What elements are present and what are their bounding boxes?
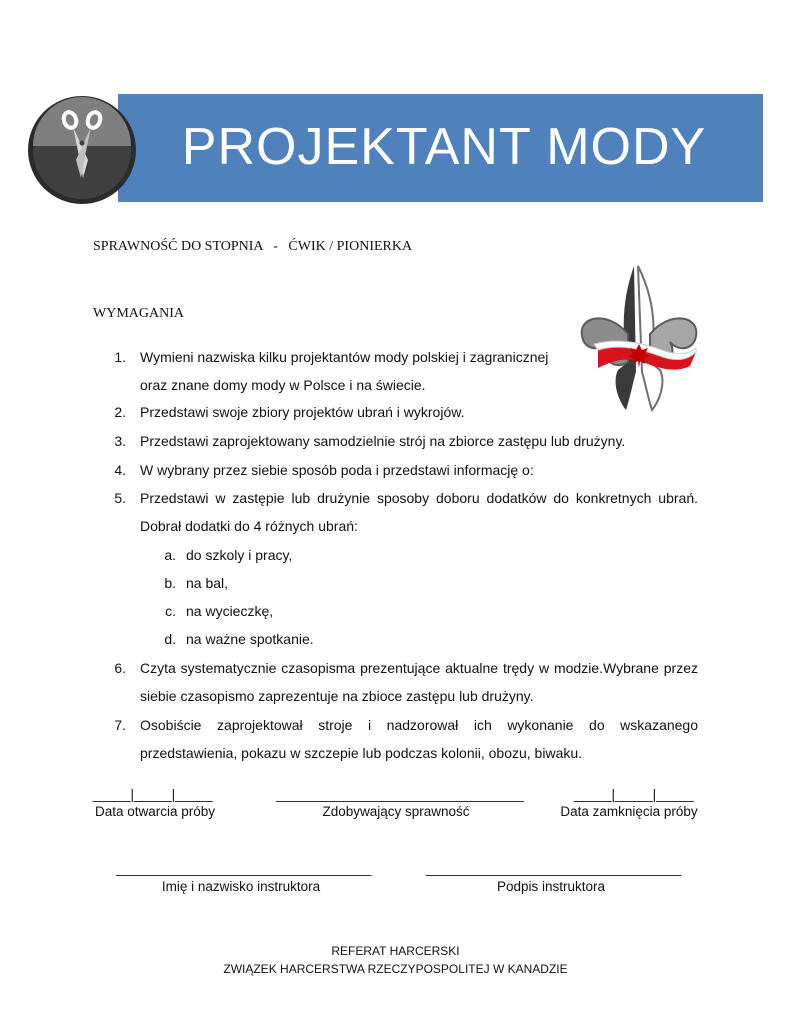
sub-list-text: do szkoly i pracy,	[186, 547, 293, 563]
list-text: Przedstawi zaprojektowany samodzielnie strój na zbiorce zastępu lub drużyny.	[140, 433, 626, 449]
sprawnosc-level: SPRAWNOŚĆ DO STOPNIA - ĆWIK / PIONIERKA	[93, 239, 413, 254]
footer-line-2: ZWIĄZEK HARCERSTWA RZECZYPOSPOLITEJ W KANADZIE	[223, 962, 568, 976]
sub-list-letter: a.	[164, 547, 176, 563]
list-number: 4.	[114, 462, 126, 478]
list-text: Przedstawi swoje zbiory projektów ubrań i wykrojów.	[140, 404, 465, 420]
page-title: PROJEKTANT MODY	[181, 118, 707, 176]
sub-list-letter: c.	[165, 603, 176, 619]
list-number: 1.	[114, 349, 126, 365]
date-close-line: _____|_____|_____	[574, 787, 694, 802]
fleur-de-lis-maple-leaf-icon	[578, 264, 702, 414]
instructor-name-line: __________________________________	[116, 861, 372, 876]
list-text: oraz znane domy mody w Polsce i na świecie.	[140, 377, 426, 393]
sub-list-letter: b.	[164, 575, 176, 591]
list-text: Przedstawi w zastępie lub drużynie sposoby doboru dodatków do konkretnych ubrań.	[140, 490, 698, 506]
sub-list-text: na bal,	[186, 575, 229, 591]
instructor-signature-label: Podpis instruktora	[496, 879, 606, 894]
sub-list-letter: d.	[164, 631, 176, 647]
list-text: Dobrał dodatki do 4 różnych ubrań:	[140, 518, 358, 534]
list-number: 3.	[114, 433, 126, 449]
section-heading: WYMAGANIA	[93, 306, 184, 321]
footer-line-1: REFERAT HARCERSKI	[331, 944, 460, 958]
list-text: Osobiście zaprojektował stroje i nadzorował ich wykonanie do wskazanego	[140, 717, 698, 733]
sub-list-text: na ważne spotkanie.	[186, 631, 314, 647]
holder-label: Zdobywający sprawność	[322, 804, 470, 819]
list-text: siebie czasopismo zaprezentuje na zbioce zastępu lub drużyny.	[140, 688, 534, 704]
sub-list-text: na wycieczkę,	[186, 603, 274, 619]
list-number: 2.	[114, 404, 126, 420]
list-number: 7.	[114, 717, 126, 733]
list-number: 6.	[114, 660, 126, 676]
list-text: Wymieni nazwiska kilku projektantów mody polskiej i zagranicznej	[140, 349, 549, 365]
list-text: W wybrany przez siebie sposób poda i przedstawi informację o:	[140, 462, 534, 478]
scissors-icon	[26, 94, 138, 206]
date-close-label: Data zamknięcia próby	[560, 804, 698, 819]
date-open-line: _____|_____|_____	[93, 787, 213, 802]
instructor-name-label: Imię i nazwisko instruktora	[161, 879, 321, 894]
holder-signature-line: _________________________________	[276, 787, 524, 802]
list-text: Czyta systematycznie czasopisma prezentujące aktualne trędy w modzie.Wybrane przez	[140, 660, 698, 676]
list-text: przedstawienia, pokazu w szczepie lub podczas kolonii, obozu, biwaku.	[140, 745, 583, 761]
date-open-label: Data otwarcia próby	[94, 804, 216, 819]
list-number: 5.	[114, 490, 126, 506]
instructor-signature-line: __________________________________	[426, 861, 682, 876]
